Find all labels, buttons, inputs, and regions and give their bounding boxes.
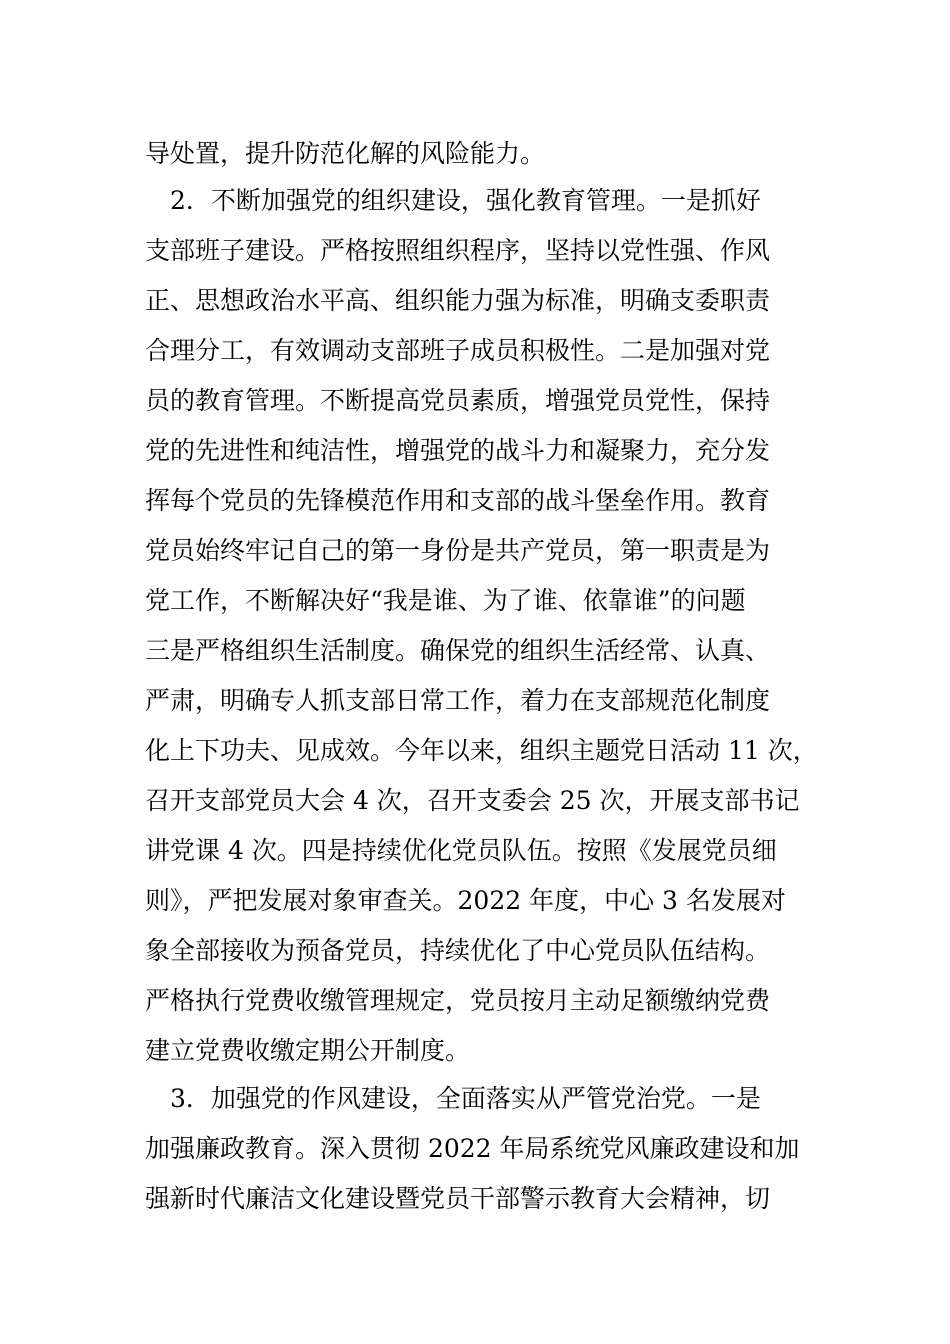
text-line: 党的先进性和纯洁性，增强党的战斗力和凝聚力，充分发 bbox=[145, 436, 771, 465]
text-line: 员的教育管理。不断提高党员素质，增强党员党性，保持 bbox=[145, 386, 771, 415]
text-line: 合理分工，有效调动支部班子成员积极性。二是加强对党 bbox=[145, 336, 771, 365]
text-line: 象全部接收为预备党员，持续优化了中心党员队伍结构。 bbox=[145, 936, 771, 965]
text-line: 三是严格组织生活制度。确保党的组织生活经常、认真、 bbox=[145, 636, 771, 665]
text-line: 2．不断加强党的组织建设，强化教育管理。一是抓好 bbox=[145, 186, 761, 215]
text-line: 正、思想政治水平高、组织能力强为标准，明确支委职责 bbox=[145, 286, 771, 315]
text-line: 加强廉政教育。深入贯彻 2022 年局系统党风廉政建设和加 bbox=[145, 1134, 800, 1163]
text-line: 导处置，提升防范化解的风险能力。 bbox=[145, 139, 546, 168]
text-line: 强新时代廉洁文化建设暨党员干部警示教育大会精神，切 bbox=[145, 1184, 771, 1213]
text-line: 严肃，明确专人抓支部日常工作，着力在支部规范化制度 bbox=[145, 686, 771, 715]
text-line: 严格执行党费收缴管理规定，党员按月主动足额缴纳党费 bbox=[145, 986, 771, 1015]
text-line: 3．加强党的作风建设，全面落实从严管党治党。一是 bbox=[145, 1084, 761, 1113]
text-line: 召开支部党员大会 4 次，召开支委会 25 次，开展支部书记 bbox=[145, 786, 800, 815]
text-line: 党员始终牢记自己的第一身份是共产党员，第一职责是为 bbox=[145, 536, 771, 565]
text-line: 支部班子建设。严格按照组织程序，坚持以党性强、作风 bbox=[145, 236, 771, 265]
text-line: 挥每个党员的先锋模范作用和支部的战斗堡垒作用。教育 bbox=[145, 486, 771, 515]
text-line: 讲党课 4 次。四是持续优化党员队伍。按照《发展党员细 bbox=[145, 836, 777, 865]
text-line: 则》，严把发展对象审查关。2022 年度，中心 3 名发展对 bbox=[145, 886, 786, 915]
text-line: 党工作，不断解决好“我是谁、为了谁、依靠谁”的问题 bbox=[145, 586, 746, 615]
text-line: 化上下功夫、见成效。今年以来，组织主题党日活动 11 次， bbox=[145, 736, 818, 765]
text-line: 建立党费收缴定期公开制度。 bbox=[145, 1036, 471, 1065]
